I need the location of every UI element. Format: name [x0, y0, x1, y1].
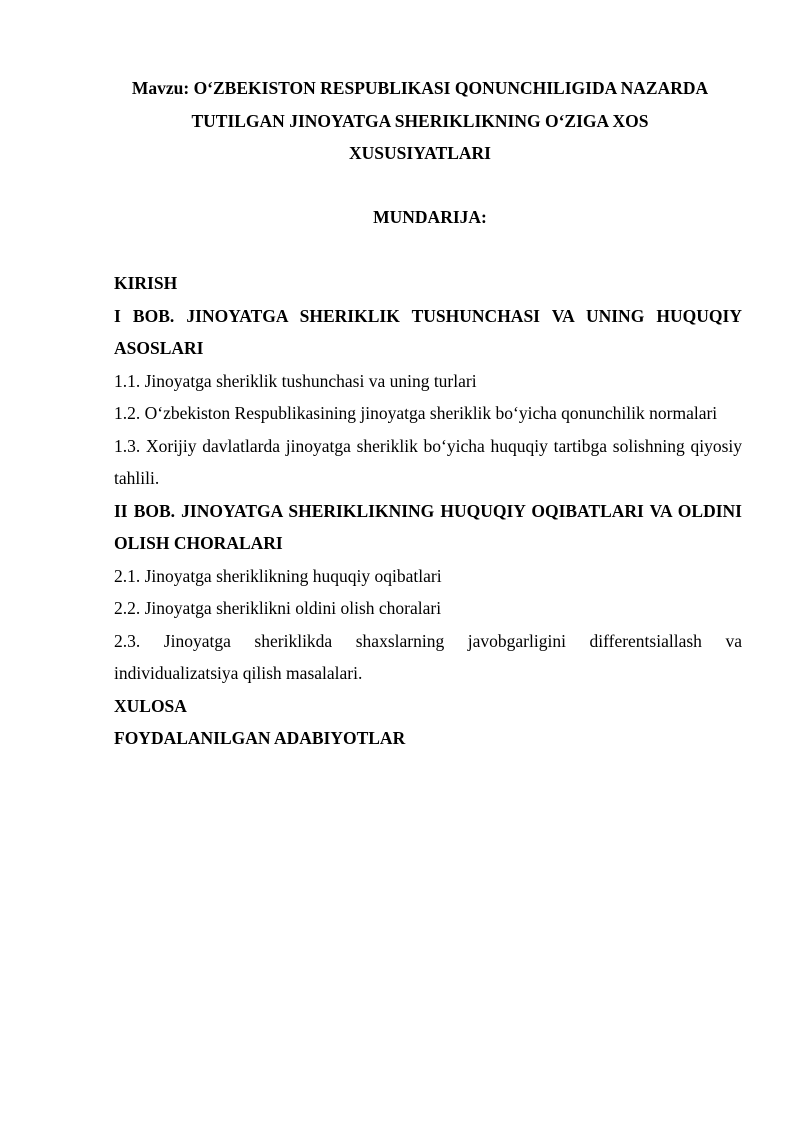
title-line: TUTILGAN JINOYATGA SHERIKLIKNING O‘ZIGA XOS: [191, 110, 649, 131]
toc-entry: FOYDALANILGAN ADABIYOTLAR: [114, 728, 406, 748]
toc-entry: 2.3. Jinoyatga sheriklikda shaxslarning javobgarligini differentsiallash va individualizatsiya qilish masalalari.: [114, 630, 742, 683]
toc-entry: 2.1. Jinoyatga sheriklikning huquqiy oqibatlari: [114, 565, 442, 586]
toc-entry: 1.3. Xorijiy davlatlarda jinoyatga sheriklik bo‘yicha huquqiy tartibga solishning qiyosiy tahlili.: [114, 435, 742, 488]
table-of-contents: [114, 267, 742, 755]
toc-entry: 1.2. O‘zbekiston Respublikasining jinoyatga sheriklik bo‘yicha qonunchilik normalari: [114, 403, 718, 423]
toc-entry: 2.2. Jinoyatga sheriklikni oldini olish choralari: [114, 598, 442, 618]
document-title: [100, 72, 740, 170]
toc-entry: XULOSA: [114, 695, 187, 716]
toc-entry: 1.1. Jinoyatga sheriklik tushunchasi va uning turlari: [114, 370, 477, 391]
toc-entry: KIRISH: [114, 273, 178, 293]
toc-entry: II BOB. JINOYATGA SHERIKLIKNING HUQUQIY OQIBATLARI VA OLDINI OLISH CHORALARI: [114, 500, 742, 553]
contents-heading: MUNDARIJA:: [373, 207, 487, 227]
title-line: XUSUSIYATLARI: [349, 143, 491, 163]
toc-entry: I BOB. JINOYATGA SHERIKLIK TUSHUNCHASI VA UNING HUQUQIY ASOSLARI: [114, 305, 742, 358]
title-line: Mavzu: O‘ZBEKISTON RESPUBLIKASI QONUNCHILIGIDA NAZARDA: [131, 78, 709, 98]
